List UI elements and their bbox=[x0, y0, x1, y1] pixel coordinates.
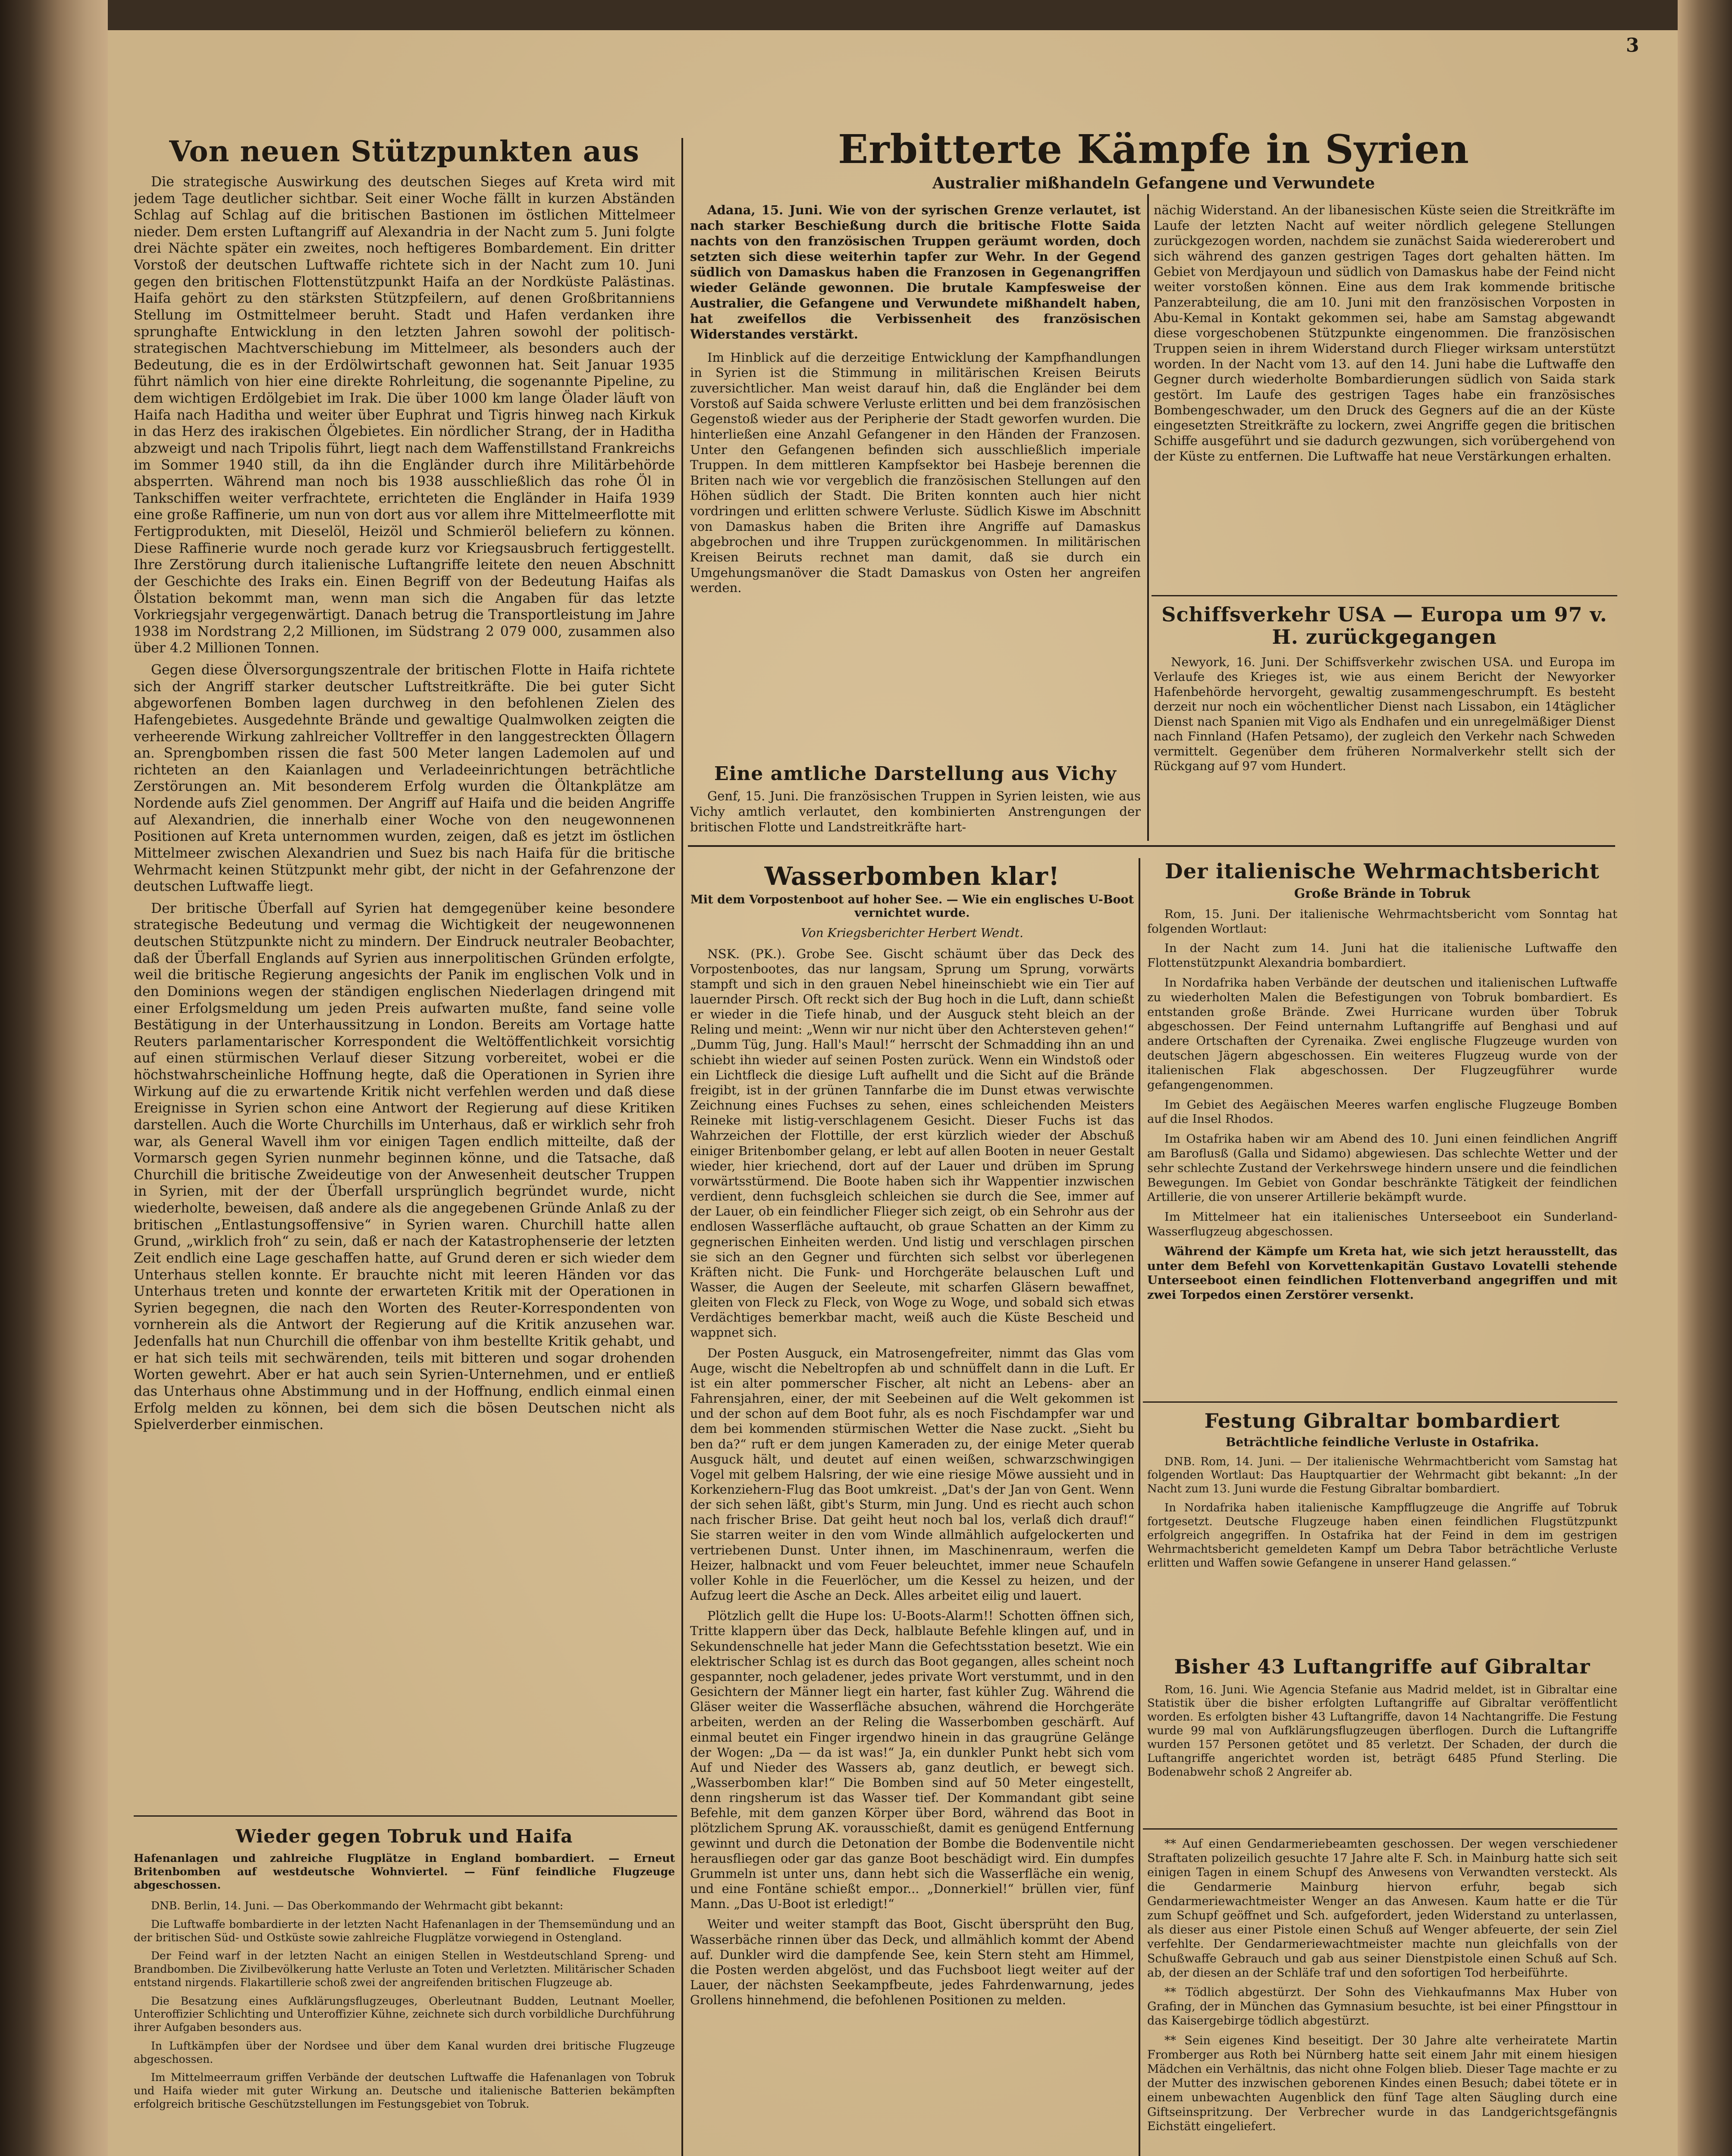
newspaper-page bbox=[108, 30, 1678, 2156]
paragraph: DNB. Rom, 14. Juni. — Der italienische Wehrmachtbericht vom Samstag hat folgenden Wortlaut: Das Hauptquartier der Wehrmacht gibt bekannt: „In der Nacht zum 13. Juni wurde die Festung Gibraltar bombardiert. bbox=[1147, 1455, 1617, 1496]
headline: Festung Gibraltar bombardiert bbox=[1204, 1410, 1560, 1432]
column-rule bbox=[1139, 858, 1140, 2156]
paragraph: Weiter und weiter stampft das Boot, Gischt übersprüht den Bug, Wasserbäche rinnen über das Deck, und allmählich kommt der Abend auf. Dunkler wird die dampfende See, kein Stern steht am Himmel, die Posten werden abgelöst, und das Fuchsboot liegt weiter auf der Lauer, der nächsten Seekampfbeute, jedes Fahrdenwarnung, jedes Grollens hinnehmend, die befohlenen Positionen zu melden. bbox=[690, 1917, 1134, 2008]
paragraph: Rom, 15. Juni. Der italienische Wehrmachtsbericht vom Sonntag hat folgenden Wortlaut: bbox=[1147, 907, 1617, 936]
headline: Von neuen Stützpunkten aus bbox=[169, 136, 640, 168]
column-rule bbox=[681, 138, 683, 2156]
local-news bbox=[1147, 1837, 1617, 2156]
paragraph: Gegen diese Ölversorgungszentrale der britischen Flotte in Haifa richtete sich der Angriff starker deutscher Luftstreitkräfte. Die bei guter Sicht abgeworfenen Bomben lagen durchweg in den befohlenen Zielen des Hafengebietes. Ausgedehnte Brände und gewaltige Qualmwolken zeigten die verheerende Wirkung zahlreicher Volltreffer in den langgestreckten Öllagern an. Sprengbomben rissen die fast 500 Meter langen Lademolen auf und richteten an den Kaianlagen und Verladeeinrichtungen beträchtliche Zerstörungen an. Mit besonderem Erfolg wurden die Öltankplätze am Nordende aufs Ziel genommen. Der Angriff auf Haifa und die beiden Angriffe auf Alexandrien, die innerhalb einer Woche von den neugewonnenen Positionen auf Kreta unternommen wurden, zeigen, daß es jetzt im östlichen Mittelmeer zwischen Alexandrien und Suez bis nach Haifa für die britische Wehrmacht keinen Stützpunkt mehr gibt, der nicht in der Gefahrenzone der deutschen Luftwaffe liegt. bbox=[134, 662, 675, 895]
article-wasserbomben bbox=[690, 862, 1134, 2156]
headline: Der italienische Wehrmachtsbericht bbox=[1164, 860, 1600, 884]
local-news-item: ** Sein eigenes Kind beseitigt. Der 30 Jahre alte verheiratete Martin Fromberger aus Roth bei Nürnberg hatte seit einem Jahr mit einem hiesigen Mädchen ein Verhältnis, das nicht ohne Folgen blieb. Dieser Tage machte er zu der Mutter des inzwischen geborenen Kindes einen Besuch; dabei tötete er in einem unbewachten Augenblick den fünf Tage alten Säugling durch eine Giftseinspritzung. Der Verbrecher wurde in das Landgerichtsgefängnis Eichstätt eingeliefert. bbox=[1147, 2034, 1617, 2133]
byline: Von Kriegsberichter Herbert Wendt. bbox=[801, 925, 1023, 940]
headline: Schiffsverkehr USA — Europa um 97 v. H. zurückgegangen bbox=[1161, 604, 1607, 649]
article-vichy bbox=[690, 763, 1141, 843]
paragraph: In der Nacht zum 14. Juni hat die italienische Luftwaffe den Flottenstützpunkt Alexandria bombardiert. bbox=[1147, 941, 1617, 970]
paragraph: Rom, 16. Juni. Wie Agencia Stefanie aus Madrid meldet, ist in Gibraltar eine Statistik über die bisher erfolgten Luftangriffe auf Gibraltar veröffentlicht worden. Es erfolgten bisher 43 Luftangriffe, davon 14 Nachtangriffe. Die Festung wurde 99 mal von Aufklärungsflugzeugen überflogen. Durch die Luftangriffe wurden 157 Personen getötet und 85 verletzt. Der Schaden, der durch die Luftangriffe angerichtet worden ist, beträgt 6485 Pfund Sterling. Die Bodenabwehr schoß 2 Angreifer ab. bbox=[1147, 1683, 1617, 1779]
paragraph: Der Posten Ausguck, ein Matrosengefreiter, nimmt das Glas vom Auge, wischt die Nebeltropfen ab und schnüffelt dann in die Luft. Er ist ein alter pommerscher Fischer, alt nicht an Lebens- aber an Fahrensjahren, einer, der mit Seebeinen auf die Welt gekommen ist und der schon auf dem Boot fuhr, als es noch Fischdampfer war und dem bei kommenden stürmischen Wetter die Nase zuckt. „Sieht bu ben da?“ ruft er dem jungen Kameraden zu, der einige Meter querab Ausguck hält, und deutet auf einen weißen, schwarzschwingigen Vogel mit gelbem Halsring, der wie eine riesige Möwe aussieht und in Korkenziehern-Flug das Boot umkreist. „Dat's der Jan von Gent. Wenn der sich sehen läßt, gibt's Sturm, min Jung. Und es riecht auch schon nach frischer Brise. Dat geiht heut noch bal los, verlaß dich drauf!“ Sie starren weiter in den vom Winde allmählich aufgelockerten und vertriebenen Dunst. Unter ihnen, im Maschinenraum, werfen die Heizer, halbnackt und vom Feuer beleuchtet, immer neue Schaufeln voller Kohle in die Feuerlöcher, um die Kessel zu heizen, und der Aufzug leert die Asche an Deck. Alles arbeitet eilig und lauert. bbox=[690, 1345, 1134, 1603]
subheadline: Mit dem Vorpostenboot auf hoher See. — Wie ein englisches U-Boot vernichtet wurde. bbox=[690, 893, 1134, 920]
paragraph: Der britische Überfall auf Syrien hat demgegenüber keine besondere strategische Bedeutung und vermag die Wichtigkeit der neugewonnenen deutschen Stützpunkte nicht zu mindern. Der Eindruck neutraler Beobachter, daß der Überfall Englands auf Syrien aus innerpolitischen Gründen erfolgte, weil die britische Regierung angesichts der Panik im englischen Volk und in den Dominions wegen der ständigen englischen Niederlagen dringend mit einer Erfolgsmeldung um jeden Preis aufwarten mußte, fand seine volle Bestätigung in der Unterhaussitzung in London. Bereits am Vortage hatte Reuters parlamentarischer Korrespondent die Weltöffentlichkeit vorsichtig auf einen stürmischen Verlauf dieser Sitzung vorbereitet, wobei er die höchstwahrscheinliche Hoffnung hegte, daß die Operationen in Syrien ihre Wirkung auf die zu erwartende Kritik nicht verfehlen werden und daß diese Ereignisse in Syrien schon eine Antwort der Regierung auf diese Kritiken darstellen. Auch die Worte Churchills im Unterhaus, daß er wirklich sehr froh war, als General Wavell ihm vor einigen Tagen endlich mitteilte, daß der Vormarsch gegen Syrien nunmehr beginnen könne, und die Tatsache, daß Churchill die britische Zweideutige von der Anwesenheit deutscher Truppen in Syrien, mit der der Überfall ursprünglich begründet wurde, nicht wiederholte, beweisen, daß andere als die angegebenen Gründe Anlaß zu der britischen „Entlastungsoffensive“ in Syrien waren. Churchill hatte allen Grund, „wirklich froh“ zu sein, daß er nach der Katastrophenserie der letzten Zeit endlich eine Lage geschaffen hatte, auf Grund deren er sich wieder dem Unterhaus stellen konnte. Er brauchte nicht mit leeren Händen vor das Unterhaus treten und konnte der erwarteten Kritik mit der Operationen in Syrien begegnen, die nach den Worten des Reuter-Korrespondenten von vornherein als die Antwort der Regierung auf die Kritik anzusehen war. Jedenfalls hat nun Churchill die offenbar von ihm bestellte Kritik gehabt, und er hat sich teils mit sechwärenden, teils mit bitteren und sogar drohenden Worten gewehrt. Aber er hat auch sein Syrien-Unternehmen, und er entließ das Unterhaus ohne Abstimmung und in der Hoffnung, endlich einmal einen Erfolg melden zu können, bei dem sich die bösen Deutschen nicht als Spielverderber einmischen. bbox=[134, 900, 675, 1433]
local-news-item: ** Auf einen Gendarmeriebeamten geschossen. Der wegen verschiedener Straftaten polizeilich gesuchte 17 Jahre alte F. Sch. in Mainburg hatte sich seit einigen Tagen in einem Schupf des Anwesens von Verwandten versteckt. Als die Gendarmerie Mainburg hiervon erfuhr, begab sich Gendarmeriewachtmeister Wenger an das Anwesen. Kaum hatte er die Tür zum Schupf geöffnet und Sch. aufgefordert, jeden Widerstand zu unterlassen, als dieser aus einer Pistole einen Schuß auf Wenger abfeuerte, der sein Ziel verfehlte. Der Gendarmeriewachtmeister machte nun gleichfalls von der Schußwaffe Gebrauch und gab aus seiner Dienstpistole einen Schuß auf Sch. ab, der diesen an der Schläfe traf und den sofortigen Tod herbeiführte. bbox=[1147, 1837, 1617, 1980]
article-schiffsverkehr bbox=[1154, 604, 1615, 841]
paragraph: Die Luftwaffe bombardierte in der letzten Nacht Hafenanlagen in der Themsemündung und an der britischen Süd- und Ostküste sowie zahlreiche Flugplätze vorwiegend in Ostengland. bbox=[134, 1918, 675, 1944]
article-italien-bericht bbox=[1147, 860, 1617, 1399]
lead-text: Hafenanlagen und zahlreiche Flugplätze in England bombardiert. — Erneut Britenbomben auf westdeutsche Wohnviertel. — Fünf feindliche Flugzeuge abgeschossen. bbox=[134, 1852, 675, 1892]
section-rule bbox=[1143, 1828, 1617, 1830]
local-news-item: ** Tödlich abgestürzt. Der Sohn des Viehkaufmanns Max Huber von Grafing, der in München das Gymnasium besuchte, ist bei einer Pfingsttour in das Kaisergebirge tödlich abgestürzt. bbox=[1147, 1986, 1617, 2028]
page-number: 3 bbox=[1626, 34, 1639, 56]
paragraph: Der Feind warf in der letzten Nacht an einigen Stellen in Westdeutschland Spreng- und Brandbomben. Die Zivilbevölkerung hatte Verluste an Toten und Verletzten. Militärischer Schaden entstand nirgends. Flakartillerie schoß zwei der angreifenden britischen Flugzeuge ab. bbox=[134, 1949, 675, 1989]
paragraph: Genf, 15. Juni. Die französischen Truppen in Syrien leisten, wie aus Vichy amtlich verlautet, den kombinierten Anstrengungen der britischen Flotte und Landstreitkräfte hart- bbox=[690, 789, 1141, 834]
headline: Eine amtliche Darstellung aus Vichy bbox=[714, 763, 1117, 785]
paragraph: DNB. Berlin, 14. Juni. — Das Oberkommando der Wehrmacht gibt bekannt: bbox=[151, 1899, 564, 1912]
paragraph: Während der Kämpfe um Kreta hat, wie sich jetzt herausstellt, das unter dem Befehl von Korvettenkapitän Gustavo Lovatelli stehende Unterseeboot einen feindlichen Flottenverband angegriffen und mit zwei Torpedos einen Zerstörer versenkt. bbox=[1147, 1244, 1617, 1302]
paragraph: NSK. (PK.). Grobe See. Gischt schäumt über das Deck des Vorpostenbootes, das nur langsam, Sprung um Sprung, vorwärts stampft und sich in den grauen Nebel hineinschiebt wie ein Tier auf lauernder Pirsch. Oft reckt sich der Bug hoch in die Luft, dann schießt er wieder in die Tiefe hinab, und der Ausguck steht bleich an der Reling und meint: „Wenn wir nur nicht über den Achtersteven gehen!“ „Dumm Tüg, Jung. Hall's Maul!“ herrscht der Schmadding ihn an und schiebt ihn wieder auf seinen Posten zurück. Wenn ein Windstoß oder ein Lichtfleck die diesige Luft aufhellt und die Sicht auf die Brände freigibt, ist in der grünen Tannfarbe die im Dunst etwas verwischte Zeichnung eines Fuchses zu sehen, eines schleichenden Meisters Reineke mit listig-verschlagenem Gesicht. Dieser Fuchs ist das Wahrzeichen der Flottille, der erst kürzlich wieder der Abschuß einiger Britenbomber gelang, er lebt auf allen Booten in neuer Gestalt wieder, hier kriechend, dort auf der Lauer und drüben im Sprung vorwärtsstürmend. Die Boote haben sich ihr Wappentier inzwischen verdient, denn fuchsgleich schleichen sie durch die See, immer auf der Lauer, ob ein feindlicher Flieger sich zeigt, ob ein Sehrohr aus der endlosen Wasserfläche auftaucht, ob graue Schatten an der Kimm zu gegnerischen Einheiten werden. Und listig und verschlagen pirschen sie sich an den Gegner und fürchten sich selbst vor überlegenen Kräften nicht. Die Funk- und Horchgeräte belauschen Luft und Wasser, die Augen der Seeleute, mit scharfen Gläsern bewaffnet, gleiten von Fleck zu Fleck, von Woge zu Woge, und sobald sich etwas Verdächtiges bemerkbar macht, weiß auch die Küste Bescheid und wappnet sich. bbox=[690, 946, 1134, 1340]
lead-text: Adana, 15. Juni. Wie von der syrischen Grenze verlautet, ist nach starker Beschießung durch die britische Flotte Saida nachts von den französischen Truppen geräumt worden, doch setzten sich diese weiterhin tapfer zur Wehr. In der Gegend südlich von Damaskus haben die Franzosen in Gegenangriffen wieder Gelände gewonnen. Die brutale Kampfesweise der Australier, die Gefangene und Verwundete mißhandelt haben, hat zweifellos die Verbissenheit des französischen Widerstandes verstärkt. bbox=[690, 203, 1141, 342]
subheadline: Beträchtliche feindliche Verluste in Ostafrika. bbox=[1225, 1435, 1539, 1449]
paragraph: Im Gebiet des Aegäischen Meeres warfen englische Flugzeuge Bomben auf die Insel Rhodos. bbox=[1147, 1097, 1617, 1126]
book-binding bbox=[0, 0, 108, 2156]
headline: Bisher 43 Luftangriffe auf Gibraltar bbox=[1174, 1656, 1591, 1678]
article-tobruk-haifa bbox=[134, 1826, 675, 2156]
paragraph: Die strategische Auswirkung des deutschen Sieges auf Kreta wird mit jedem Tage deutlicher sichtbar. Seit einer Woche fällt in kurzen Abständen Schlag auf Schlag auf die britischen Bastionen im östlichen Mittelmeer nieder. Dem ersten Luftangriff auf Alexandria in der Nacht zum 5. Juni folgte drei Nächte später ein zweites, noch heftigeres Bombardement. Ein dritter Vorstoß der deutschen Luftwaffe richtete sich in der Nacht zum 10. Juni gegen den britischen Flottenstützpunkt Haifa an der Nordküste Palästinas. Haifa gehört zu den stärksten Stützpfeilern, auf denen Großbritanniens Stellung im Ostmittelmeer beruht. Stadt und Hafen verdanken ihre sprunghafte Entwicklung in den letzten Jahren sowohl der politisch-strategischen Machtverschiebung im Mittelmeer, als besonders auch der Bedeutung, die es in der Erdölwirtschaft gewonnen hat. Seit Januar 1935 führt nämlich von hier eine direkte Rohrleitung, die sogenannte Pipeline, zu dem wichtigen Erdölgebiet im Irak. Die über 1000 km lange Ölader läuft von Haifa nach Haditha und weiter über Euphrat und Tigris hinweg nach Kirkuk in das Herz des irakischen Ölgebietes. Ein nördlicher Strang, der in Haditha abzweigt und nach Tripolis führt, liegt nach dem Waffenstillstand Frankreichs im Sommer 1940 still, da ihn die Engländer durch ihre Militärbehörde absperrten. Während man noch bis 1938 ausschließlich das rohe Öl in Tankschiffen weiter verfrachtete, errichteten die Engländer in Haifa 1939 eine große Raffinerie, um nun von dort aus vor allem ihre Mittelmeerflotte mit Fertigprodukten, mit Dieselöl, Heizöl und Schmieröl beliefern zu können. Diese Raffinerie wurde noch gerade kurz vor Kriegsausbruch fertiggestellt. Ihre Zerstörung durch italienische Luftangriffe leitete den neuen Abschnitt der Geschichte des Iraks ein. Einen Begriff von der Bedeutung Haifas als Ölstation bekommt man, wenn man sich die Angaben für das letzte Vorkriegsjahr vergegenwärtigt. Danach betrug die Transportleistung im Jahre 1938 im Nordstrang 2,2 Millionen, im Südstrang 2 079 000, zusammen also über 4.2 Millionen Tonnen. bbox=[134, 174, 675, 656]
next-page-edge bbox=[1678, 0, 1732, 2156]
paragraph: In Nordafrika haben Verbände der deutschen und italienischen Luftwaffe zu wiederholten Malen die Befestigungen von Tobruk bombardiert. Es entstanden große Brände. Zwei Hurricane wurden über Tobruk abgeschossen. Der Feind unternahm Luftangriffe auf Benghasi und auf andere Ortschaften der Cyrenaika. Zwei englische Flugzeuge wurden von deutschen Jägern abgeschossen. Ein weiteres Flugzeug wurde von der italienischen Flak abgeschossen. Der Flugzeugführer wurde gefangengenommen. bbox=[1147, 976, 1617, 1092]
section-rule bbox=[1152, 595, 1617, 596]
article-syrien-col1 bbox=[690, 203, 1141, 763]
paragraph: Im Ostafrika haben wir am Abend des 10. Juni einen feindlichen Angriff am Baroflusß (Galla und Sidamo) abgewiesen. Das schlechte Wetter und der sehr schlechte Zustand der Verkehrswege hindern unsere und die feindlichen Bewegungen. Im Gebiet von Gondar beschränkte Tätigkeit der feindlichen Artillerie, die von unserer Artillerie bekämpft wurde. bbox=[1147, 1132, 1617, 1204]
main-headline: Erbitterte Kämpfe in Syrien bbox=[838, 127, 1469, 172]
paragraph: nächig Widerstand. An der libanesischen Küste seien die Streitkräfte im Laufe der letzten Nacht auf weiter nördlich gelegene Stellungen zurückgezogen worden, nachdem sie zunächst Saida wiedererobert und sich während des ganzen gestrigen Tages dort gehalten hätten. Im Gebiet von Merdjayoun und südlich von Damaskus habe der Feind nicht weiter vorstoßen können. Eine aus dem Irak kommende britische Panzerabteilung, die am 10. Juni mit den französischen Vorposten in Abu-Kemal in Kontakt gekommen sei, habe am Samstag abgewandt diese vorgeschobenen Stützpunkte eingenommen. Die französischen Truppen seien in ihrem Widerstand durch Flieger wirksam unterstützt worden. In der Nacht vom 13. auf den 14. Juni habe die Luftwaffe den Gegner durch wiederholte Bombardierungen südlich von Saida stark gestört. Im Laufe des gestrigen Tages habe ein französisches Bombengeschwader, um den Druck des Gegners auf die an der Küste eingesetzten Streitkräfte zu lockern, zwei Angriffe gegen die britischen Schiffe ausgeführt und sie dadurch gezwungen, sich vorübergehend von der Küste zu entfernen. Die Luftwaffe hat neue Verstärkungen erhalten. bbox=[1154, 203, 1615, 464]
paragraph: Im Hinblick auf die derzeitige Entwicklung der Kampfhandlungen in Syrien ist die Stimmung in militärischen Kreisen Beiruts zuversichtlicher. Man weist darauf hin, daß die Engländer bei dem Vorstoß auf Saida schwere Verluste erlitten und bei dem französischen Gegenstoß wieder aus der Peripherie der Stadt geworfen wurden. Die hinterließen eine Anzahl Gefangener in den Händen der Franzosen. Unter den Gefangenen befinden sich ausschließlich imperiale Truppen. In dem mittleren Kampfsektor bei Hasbeje berennen die Briten nach wie vor vergeblich die französischen Stellungen auf den Höhen südlich der Stadt. Die Briten konnten auch hier nicht vordringen und erlitten schwere Verluste. Südlich Kiswe im Abschnitt von Damaskus haben die Briten ihre Angriffe auf Damaskus abgebrochen und ihre Truppen zurückgenommen. In militärischen Kreisen Beiruts rechnet man damit, daß sie durch ein Umgehungsmanöver die Stadt Damaskus von Osten her angreifen werden. bbox=[690, 350, 1141, 595]
section-rule bbox=[688, 845, 1615, 847]
paragraph: In Luftkämpfen über der Nordsee und über dem Kanal wurden drei britische Flugzeuge abgeschossen. bbox=[134, 2039, 675, 2065]
column-rule bbox=[1147, 194, 1149, 841]
article-stuetzpunkte bbox=[134, 136, 675, 1809]
paragraph: Newyork, 16. Juni. Der Schiffsverkehr zwischen USA. und Europa im Verlaufe des Krieges ist, wie aus einem Bericht der Newyorker Hafenbehörde hervorgeht, gewaltig zusammengeschrumpft. Es besteht derzeit nur noch ein wöchentlicher Dienst nach Lissabon, ein 14täglicher Dienst nach Spanien mit Vigo als Endhafen und ein unregelmäßiger Dienst nach Finnland (Hafen Petsamo), der zugleich den Verkehr nach Schweden vermittelt. Gegenüber dem früheren Normalverkehr stellt sich der Rückgang auf 97 vom Hundert. bbox=[1154, 655, 1615, 774]
paragraph: Im Mittelmeer hat ein italienisches Unterseeboot ein Sunderland-Wasserflugzeug abgeschossen. bbox=[1147, 1210, 1617, 1238]
paragraph: Die Besatzung eines Aufklärungsflugzeuges, Oberleutnant Budden, Leutnant Moeller, Unteroffizier Schlichting und Unteroffizier Kühne, zeichnete sich durch vorbildliche Durchführung ihrer Aufgaben besonders aus. bbox=[134, 1994, 675, 2034]
subheadline: Australier mißhandeln Gefangene und Verwundete bbox=[932, 174, 1375, 193]
headline: Wieder gegen Tobruk und Haifa bbox=[235, 1826, 573, 1847]
article-gibraltar bbox=[1147, 1410, 1617, 1651]
headline: Wasserbomben klar! bbox=[764, 862, 1060, 891]
paragraph: Im Mittelmeerraum griffen Verbände der deutschen Luftwaffe die Hafenanlagen von Tobruk und Haifa wieder mit guter Wirkung an. Deutsche und italienische Batterien bekämpften erfolgreich britische Geschützstellungen im Festungsgebiet von Tobruk. bbox=[134, 2071, 675, 2110]
subheadline: Große Brände in Tobruk bbox=[1294, 886, 1471, 901]
paragraph: Plötzlich gellt die Hupe los: U-Boots-Alarm!! Schotten öffnen sich, Tritte klappern über das Deck, halblaute Befehle klingen auf, und in Sekundenschnelle hat jeder Mann die Gefechtsstation besetzt. Wie ein elektrischer Schlag ist es durch das Boot gegangen, alles scheint noch gespannter, noch geladener, jedes private Wort verstummt, und in den Gesichtern der Männer liegt ein harter, fast kühler Zug. Während die Gläser weiter die Wasserfläche absuchen, während die Horchgeräte arbeiten, werden an der Reling die Wasserbomben geschärft. Auf einmal beutet ein Finger irgendwo hinein in das graugrüne Gelänge der Wogen: „Da — da ist was!“ Ja, ein dunkler Punkt hebt sich vom Auf und Nieder des Wassers ab, ganz deutlich, er bewegt sich. „Wasserbomben klar!“ Die Bomben sind auf 50 Meter eingestellt, denn ringsherum ist das Wasser tief. Der Kommandant gibt seine Befehle, mit dem ganzen Körper über Bord, während das Boot in plötzlichem Sprung AK. vorausschießt, damit es genügend Entfernung gewinnt und durch die Detonation der Bombe die Bodenventile nicht herausfliegen oder gar das ganze Boot beschädigt wird. Ein dumpfes Grummeln ist unter uns, dann hebt sich die Wasserfläche ein wenig, und eine Fontäne schießt empor... „Donnerkiel!“ brüllen vier, fünf Mann. „Das U-Boot ist erledigt!“ bbox=[690, 1608, 1134, 1912]
section-rule bbox=[134, 1815, 677, 1817]
article-luftangriffe-gibraltar bbox=[1147, 1656, 1617, 1824]
main-headline-block bbox=[690, 127, 1617, 196]
paragraph: In Nordafrika haben italienische Kampfflugzeuge die Angriffe auf Tobruk fortgesetzt. Deutsche Flugzeuge haben einen feindlichen Flugstützpunkt erfolgreich angegriffen. In Ostafrika hat der Feind in dem im gestrigen Wehrmachtsbericht gemeldeten Kampf um Debra Tabor beträchtliche Verluste erlitten und Waffen sowie Gefangene in unserer Hand gelassen.“ bbox=[1147, 1501, 1617, 1570]
section-rule bbox=[1143, 1401, 1617, 1403]
article-syrien-col2 bbox=[1154, 203, 1615, 591]
